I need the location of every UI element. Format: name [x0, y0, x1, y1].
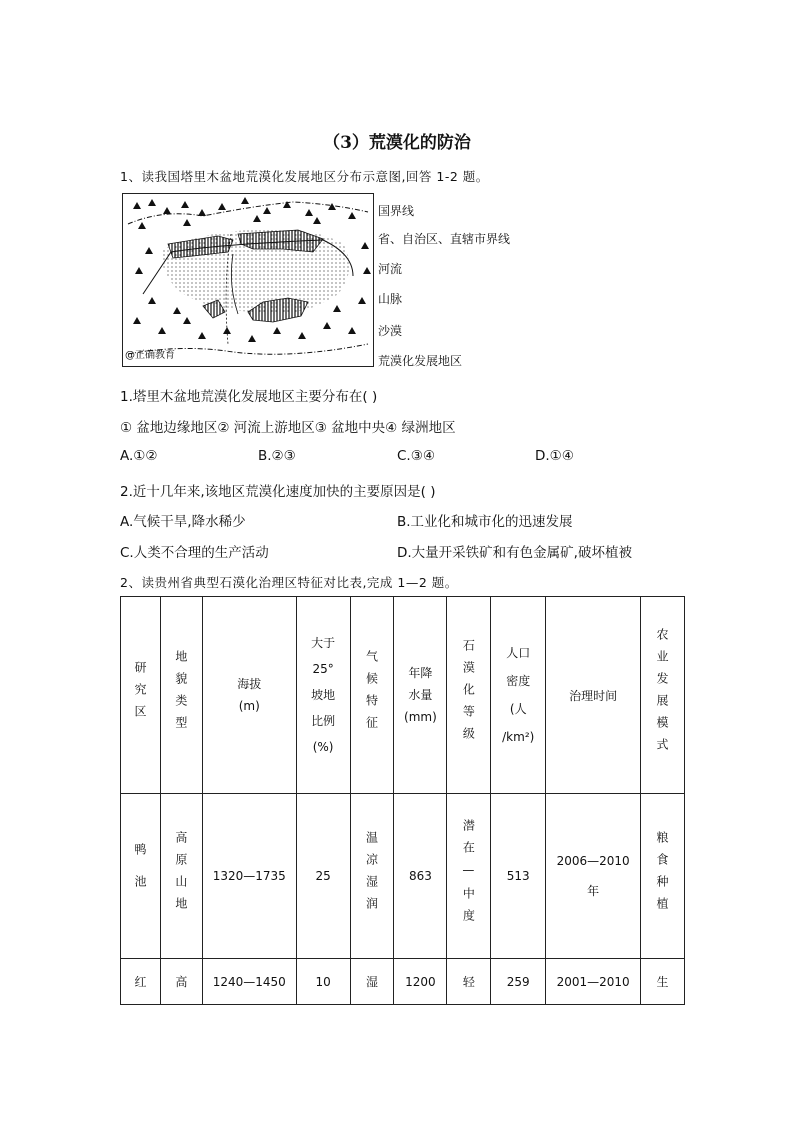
row2-landform: 高 [160, 959, 202, 1005]
header-slope-2: 25° [312, 662, 334, 676]
q1-option-d: D.①④ [535, 448, 574, 464]
row1-altitude: 1320—1735 [202, 794, 296, 959]
header-altitude-unit: (m) [238, 699, 260, 713]
header-density-3: (人 [509, 702, 527, 716]
header-landform: 地貌类型 [173, 649, 188, 738]
comparison-table [120, 596, 685, 1005]
header-slope-5: (%) [312, 740, 334, 754]
header-mode: 农业发展模式 [655, 627, 669, 760]
header-slope-4: 比例 [311, 714, 336, 728]
q2-option-c: C.人类不合理的生产活动 [120, 545, 269, 561]
header-slope-3: 坡地 [311, 688, 336, 702]
header-rain-2: 水量 [408, 688, 433, 702]
legend-provincial-border: 省、自治区、直辖市界线 [378, 232, 511, 246]
q2-option-b: B.工业化和城市化的迅速发展 [397, 514, 573, 530]
map-drawing [123, 194, 373, 366]
header-density-1: 人口 [506, 646, 531, 660]
legend-mountain: 山脉 [378, 292, 403, 306]
q1-option-c: C.③④ [397, 448, 435, 464]
row1-rain: 863 [394, 794, 447, 959]
row2-climate: 湿 [350, 959, 394, 1005]
header-level: 石漠化等级 [461, 638, 476, 749]
row2-level: 轻 [447, 959, 491, 1005]
q2-option-a: A.气候干旱,降水稀少 [120, 514, 246, 530]
row2-area: 红 [121, 959, 161, 1005]
table-row [121, 794, 685, 959]
header-climate: 气候特征 [364, 649, 379, 738]
row2-mode: 生 [641, 959, 685, 1005]
header-altitude: 海拔 [237, 677, 262, 691]
map-watermark: @正确教育 [125, 350, 175, 361]
row1-area: 鸭池 [132, 842, 147, 907]
header-time: 治理时间 [569, 688, 618, 703]
row1-landform: 高原山地 [173, 830, 188, 919]
q1-stem: 1.塔里木盆地荒漠化发展地区主要分布在( ) [120, 389, 378, 405]
q1-choices: ① 盆地边缘地区② 河流上游地区③ 盆地中央④ 绿洲地区 [120, 420, 456, 436]
q2-option-d: D.大量开采铁矿和有色金属矿,破坏植被 [397, 545, 632, 561]
header-area: 研究区 [132, 660, 147, 727]
header-slope-1: 大于 [311, 636, 336, 650]
row2-altitude: 1240—1450 [202, 959, 296, 1005]
header-rain-1: 年降 [408, 666, 433, 680]
q1-option-b: B.②③ [258, 448, 296, 464]
row1-time-2: 年 [587, 884, 600, 898]
q2-stem: 2.近十几年来,该地区荒漠化速度加快的主要原因是( ) [120, 484, 436, 500]
row2-slope: 10 [296, 959, 350, 1005]
table-header-row [121, 597, 685, 794]
row1-mode: 粮食种植 [655, 830, 669, 919]
row1-level: 潜在—中度 [461, 818, 476, 931]
row1-density: 513 [491, 794, 546, 959]
legend-desert: 沙漠 [378, 324, 403, 338]
row1-slope: 25 [296, 794, 350, 959]
tarim-basin-map [122, 193, 374, 367]
table-row [121, 959, 685, 1005]
row2-density: 259 [491, 959, 546, 1005]
header-density-2: 密度 [506, 674, 531, 688]
q1-option-a: A.①② [120, 448, 158, 464]
row2-rain: 1200 [394, 959, 447, 1005]
header-density-4: /km²) [502, 730, 535, 744]
legend-national-border: 国界线 [378, 204, 415, 218]
row1-climate: 温凉湿润 [364, 830, 379, 919]
row1-time-1: 2006—2010 [556, 854, 630, 868]
legend-desertification: 荒漠化发展地区 [378, 354, 463, 368]
row2-time: 2001—2010 [546, 959, 641, 1005]
question-2-intro: 2、读贵州省典型石漠化治理区特征对比表,完成 1—2 题。 [120, 575, 458, 590]
legend-river: 河流 [378, 262, 403, 276]
question-1-intro: 1、读我国塔里木盆地荒漠化发展地区分布示意图,回答 1-2 题。 [120, 169, 489, 184]
header-rain-3: (mm) [404, 710, 437, 724]
page-title: （3）荒漠化的防治 [323, 133, 471, 153]
